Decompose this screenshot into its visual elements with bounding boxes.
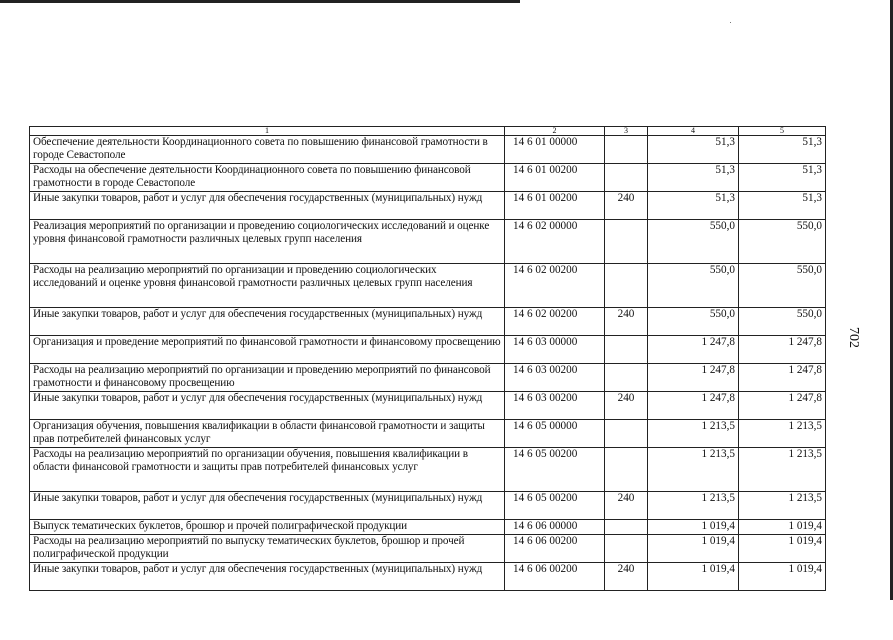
target-code-cell: 14 6 02 00000 xyxy=(505,220,605,264)
table-row xyxy=(30,520,826,535)
target-code-cell: 14 6 03 00000 xyxy=(505,336,605,364)
expense-name-cell: Расходы на реализацию мероприятий по организации обучения, повышения квалификации в области финансовой грамотности и защиты прав потребителей финансовых услуг xyxy=(30,448,505,492)
amount-cell-col5: 1 247,8 xyxy=(739,364,826,392)
expense-name-cell: Расходы на реализацию мероприятий по организации и проведению социологических исследований и оценке уровня финансовой грамотности различных целевых групп населения xyxy=(30,264,505,308)
target-code-cell: 14 6 01 00200 xyxy=(505,164,605,192)
amount-cell-col5: 1 019,4 xyxy=(739,520,826,535)
column-number-header: 3 xyxy=(605,127,648,136)
budget-table xyxy=(29,126,826,591)
expense-name-cell: Расходы на обеспечение деятельности Координационного совета по повышению финансовой грамотности в городе Севастополе xyxy=(30,164,505,192)
amount-cell-col5: 51,3 xyxy=(739,136,826,164)
target-code-cell: 14 6 03 00200 xyxy=(505,364,605,392)
target-code-cell: 14 6 06 00200 xyxy=(505,563,605,591)
expense-name-cell: Организация и проведение мероприятий по финансовой грамотности и финансовому просвещению xyxy=(30,336,505,364)
expense-type-cell xyxy=(605,164,648,192)
table-row xyxy=(30,492,826,520)
scan-top-edge xyxy=(0,0,520,3)
amount-cell-col5: 550,0 xyxy=(739,308,826,336)
amount-cell-col4: 51,3 xyxy=(648,164,739,192)
expense-name-cell: Иные закупки товаров, работ и услуг для обеспечения государственных (муниципальных) нужд xyxy=(30,492,505,520)
column-number-header: 2 xyxy=(505,127,605,136)
expense-type-cell xyxy=(605,136,648,164)
target-code-cell: 14 6 05 00000 xyxy=(505,420,605,448)
target-code-cell: 14 6 06 00200 xyxy=(505,535,605,563)
table-row xyxy=(30,164,826,192)
amount-cell-col4: 1 247,8 xyxy=(648,364,739,392)
amount-cell-col5: 1 247,8 xyxy=(739,336,826,364)
amount-cell-col4: 51,3 xyxy=(648,136,739,164)
table-row xyxy=(30,563,826,591)
amount-cell-col5: 1 247,8 xyxy=(739,392,826,420)
table-row xyxy=(30,192,826,220)
target-code-cell: 14 6 02 00200 xyxy=(505,264,605,308)
amount-cell-col5: 1 213,5 xyxy=(739,420,826,448)
amount-cell-col5: 1 213,5 xyxy=(739,448,826,492)
expense-name-cell: Иные закупки товаров, работ и услуг для обеспечения государственных (муниципальных) нужд xyxy=(30,392,505,420)
amount-cell-col5: 550,0 xyxy=(739,264,826,308)
target-code-cell: 14 6 05 00200 xyxy=(505,492,605,520)
table-row xyxy=(30,448,826,492)
table-row xyxy=(30,264,826,308)
table-row xyxy=(30,535,826,563)
expense-type-cell: 240 xyxy=(605,308,648,336)
target-code-cell: 14 6 03 00200 xyxy=(505,392,605,420)
expense-name-cell: Организация обучения, повышения квалификации в области финансовой грамотности и защиты прав потребителей финансовых услуг xyxy=(30,420,505,448)
expense-type-cell xyxy=(605,220,648,264)
amount-cell-col4: 550,0 xyxy=(648,264,739,308)
amount-cell-col4: 1 247,8 xyxy=(648,336,739,364)
amount-cell-col5: 1 019,4 xyxy=(739,535,826,563)
expense-type-cell xyxy=(605,364,648,392)
table-row xyxy=(30,308,826,336)
amount-cell-col4: 1 019,4 xyxy=(648,520,739,535)
expense-type-cell xyxy=(605,520,648,535)
expense-name-cell: Иные закупки товаров, работ и услуг для обеспечения государственных (муниципальных) нужд xyxy=(30,563,505,591)
amount-cell-col5: 1 019,4 xyxy=(739,563,826,591)
expense-type-cell xyxy=(605,448,648,492)
expense-name-cell: Расходы на реализацию мероприятий по выпуску тематических буклетов, брошюр и прочей полиграфической продукции xyxy=(30,535,505,563)
expense-type-cell xyxy=(605,336,648,364)
amount-cell-col5: 1 213,5 xyxy=(739,492,826,520)
amount-cell-col5: 550,0 xyxy=(739,220,826,264)
table-row xyxy=(30,220,826,264)
expense-type-cell xyxy=(605,264,648,308)
table-row xyxy=(30,392,826,420)
column-number-header: 5 xyxy=(739,127,826,136)
expense-type-cell xyxy=(605,420,648,448)
amount-cell-col4: 1 247,8 xyxy=(648,392,739,420)
expense-name-cell: Выпуск тематических буклетов, брошюр и прочей полиграфической продукции xyxy=(30,520,505,535)
expense-name-cell: Реализация мероприятий по организации и проведению социологических исследований и оценке уровня финансовой грамотности различных целевых групп населения xyxy=(30,220,505,264)
amount-cell-col4: 1 213,5 xyxy=(648,420,739,448)
table-row xyxy=(30,420,826,448)
target-code-cell: 14 6 01 00000 xyxy=(505,136,605,164)
column-number-row xyxy=(30,127,826,136)
budget-table-body xyxy=(30,127,826,591)
amount-cell-col4: 550,0 xyxy=(648,308,739,336)
expense-type-cell: 240 xyxy=(605,563,648,591)
table-row xyxy=(30,364,826,392)
amount-cell-col4: 550,0 xyxy=(648,220,739,264)
scan-speck xyxy=(730,22,731,23)
target-code-cell: 14 6 01 00200 xyxy=(505,192,605,220)
expense-name-cell: Расходы на реализацию мероприятий по организации и проведению мероприятий по финансовой грамотности и финансовому просвещению xyxy=(30,364,505,392)
amount-cell-col4: 1 213,5 xyxy=(648,492,739,520)
expense-name-cell: Обеспечение деятельности Координационного совета по повышению финансовой грамотности в городе Севастополе xyxy=(30,136,505,164)
page-number: 702 xyxy=(846,327,861,348)
column-number-header: 1 xyxy=(30,127,505,136)
expense-type-cell: 240 xyxy=(605,492,648,520)
amount-cell-col4: 1 213,5 xyxy=(648,448,739,492)
expense-type-cell: 240 xyxy=(605,392,648,420)
expense-type-cell: 240 xyxy=(605,192,648,220)
expense-name-cell: Иные закупки товаров, работ и услуг для обеспечения государственных (муниципальных) нужд xyxy=(30,308,505,336)
target-code-cell: 14 6 05 00200 xyxy=(505,448,605,492)
table-row xyxy=(30,336,826,364)
amount-cell-col5: 51,3 xyxy=(739,192,826,220)
amount-cell-col4: 1 019,4 xyxy=(648,563,739,591)
expense-name-cell: Иные закупки товаров, работ и услуг для обеспечения государственных (муниципальных) нужд xyxy=(30,192,505,220)
expense-type-cell xyxy=(605,535,648,563)
amount-cell-col4: 51,3 xyxy=(648,192,739,220)
target-code-cell: 14 6 06 00000 xyxy=(505,520,605,535)
amount-cell-col5: 51,3 xyxy=(739,164,826,192)
table-row xyxy=(30,136,826,164)
target-code-cell: 14 6 02 00200 xyxy=(505,308,605,336)
column-number-header: 4 xyxy=(648,127,739,136)
amount-cell-col4: 1 019,4 xyxy=(648,535,739,563)
